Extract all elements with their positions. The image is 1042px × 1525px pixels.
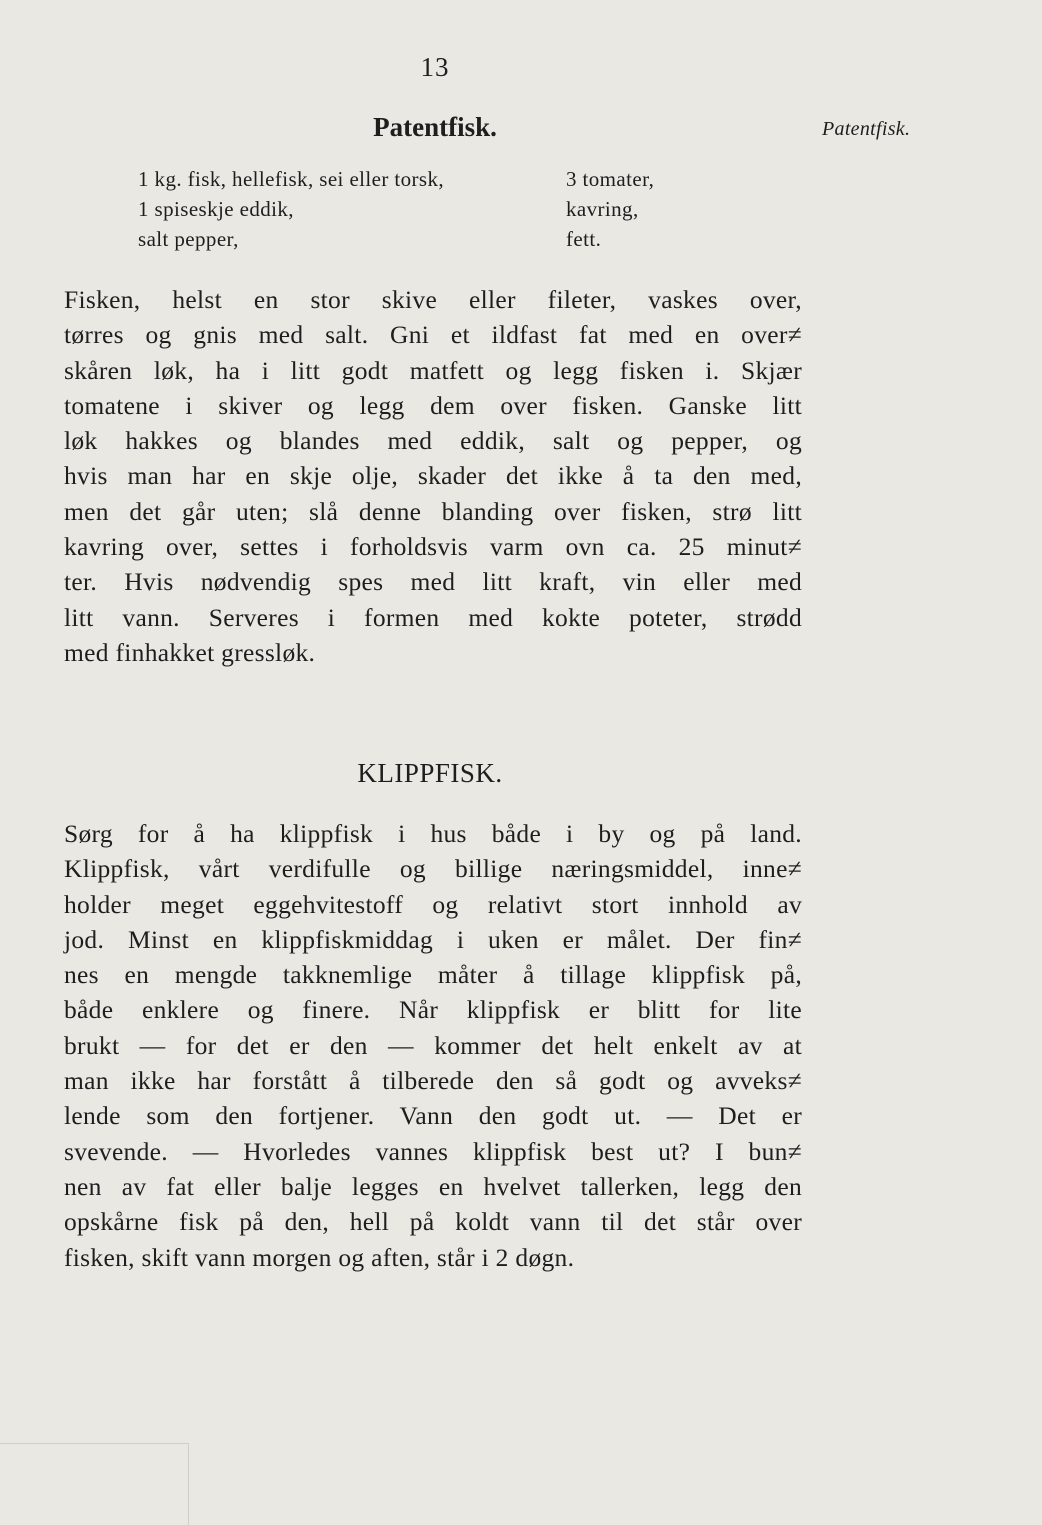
ingredient-item: salt pepper, xyxy=(138,227,239,251)
ingredient-item: 3 tomater, xyxy=(566,167,655,191)
text-line: holder meget eggehvitestoff og relativt stort innhold av xyxy=(64,889,802,919)
text-line: Sørg for å ha klippfisk i hus både i by og på land. xyxy=(64,819,802,848)
text-line: både enklere og finere. Når klippfisk er blitt for lite xyxy=(64,995,802,1025)
text-line: tomatene i skiver og legg dem over fisken. Ganske litt xyxy=(64,390,802,420)
ingredients-column-right xyxy=(566,164,766,254)
text-line: fisken, skift vann morgen og aften, står i 2 døgn. xyxy=(64,1242,575,1272)
text-line: opskårne fisk på den, hell på koldt vann til det står over xyxy=(64,1207,802,1237)
text-line: jod. Minst en klippfiskmiddag i uken er målet. Der fin≠ xyxy=(64,924,802,954)
text-line: brukt — for det er den — kommer det helt enkelt av at xyxy=(64,1030,802,1060)
ingredient-item: 1 kg. fisk, hellefisk, sei eller torsk, xyxy=(138,167,445,191)
ingredients-column-left xyxy=(138,164,558,254)
text-line: skåren løk, ha i litt godt matfett og legg fisken i. Skjær xyxy=(64,355,802,385)
text-line: løk hakkes og blandes med eddik, salt og pepper, og xyxy=(64,426,802,456)
text-line: men det går uten; slå denne blanding over fisken, strø litt xyxy=(64,496,802,526)
page-number: 13 xyxy=(420,52,450,82)
recipe-instructions-patentfisk xyxy=(64,282,802,670)
text-line: litt vann. Serveres i formen med kokte poteter, strødd xyxy=(64,602,802,632)
text-line: nen av fat eller balje legges en hvelvet tallerken, legg den xyxy=(64,1171,802,1201)
text-line: man ikke har forstått å tilberede den så godt og avveks≠ xyxy=(64,1066,802,1096)
text-line: tørres og gnis med salt. Gni et ildfast fat med en over≠ xyxy=(64,320,802,350)
margin-note: Patentfisk. xyxy=(822,118,911,140)
ingredient-item: fett. xyxy=(566,227,602,251)
ingredient-item: kavring, xyxy=(566,197,639,221)
text-line: svevende. — Hvorledes vannes klippfisk best ut? I bun≠ xyxy=(64,1136,802,1166)
text-line: Fisken, helst en stor skive eller fileter, vaskes over, xyxy=(64,285,802,314)
section-text-klippfisk xyxy=(64,816,802,1275)
text-line: med finhakket gressløk. xyxy=(64,637,316,667)
text-line: Klippfisk, vårt verdifulle og billige næringsmiddel, inne≠ xyxy=(64,854,802,884)
text-line: nes en mengde takknemlige måter å tillage klippfisk på, xyxy=(64,960,802,990)
ingredient-item: 1 spiseskje eddik, xyxy=(138,197,294,221)
recipe-title-patentfisk: Patentfisk. xyxy=(373,112,497,142)
section-heading-klippfisk: KLIPPFISK. xyxy=(357,758,503,788)
text-line: hvis man har en skje olje, skader det ikke å ta den med, xyxy=(64,461,802,491)
text-line: ter. Hvis nødvendig spes med litt kraft, vin eller med xyxy=(64,567,802,597)
text-line: kavring over, settes i forholdsvis varm ovn ca. 25 minut≠ xyxy=(64,532,802,562)
text-line: lende som den fortjener. Vann den godt ut. — Det er xyxy=(64,1101,802,1131)
scan-corner-mark xyxy=(0,1443,189,1525)
